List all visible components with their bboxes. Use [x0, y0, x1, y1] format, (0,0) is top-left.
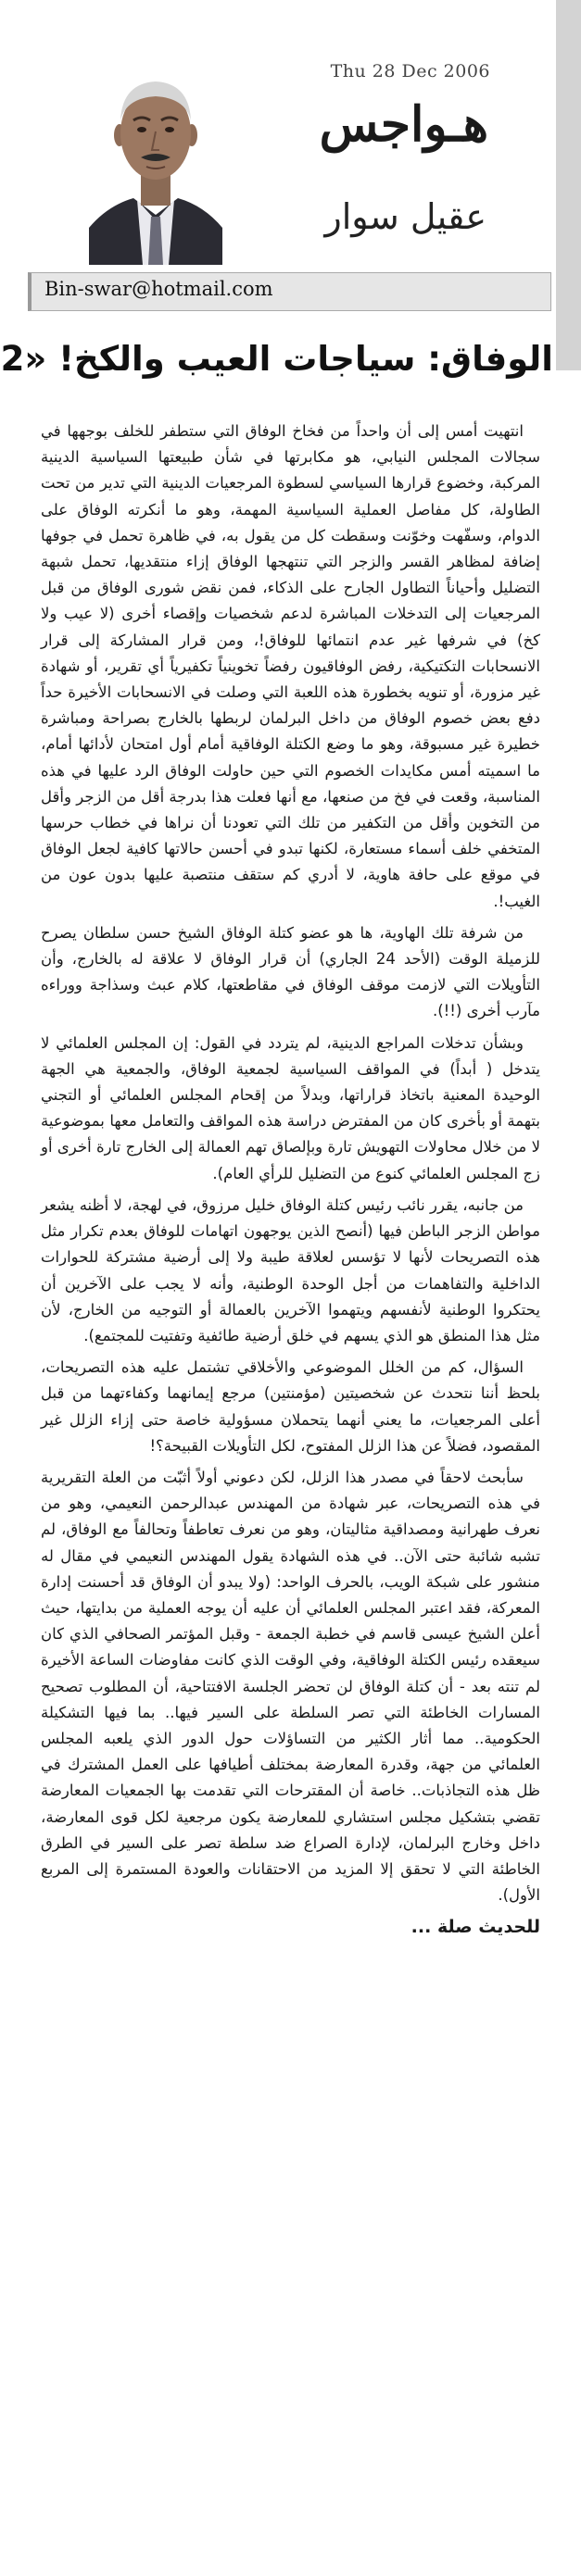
publish-date: Thu 28 Dec 2006 [330, 61, 490, 81]
paragraph: وبشأن تدخلات المراجع الدينية، لم يتردد في القول: إن المجلس العلمائي لا يتدخل ( أبداً) في المواقف السياسية لجمعية الوفاق، والجمعية هي الجهة الوحيدة المعنية باتخاذ قراراتها، وبدلاً من إقحام المجلس العلمائي أو التجني بتهمة أو بأخرى كان من المفترض دراسة هذه المواقف والتعامل معها بموضوعية لا من خلال محاولات التهويش تارة وبإلصاق تهم العمالة إلى الخارج تارة أخرى أو زج المجلس العلمائي كنوع من التضليل للرأي العام). [41, 1033, 540, 1182]
paragraph: السؤال، كم من الخلل الموضوعي والأخلاقي تشتمل عليه هذه التصريحات، بلحظ أننا نتحدث عن شخصيتين (مؤمنتين) مرجع إيمانهما وكفاءتهما من قبل أعلى المرجعيات، ما يعني أنهما يتحملان مسؤولية خاصة حتى إزاء الزلل غير المقصود، فضلاً عن هذا الزلل المفتوح، لكل التأويلات القبيحة؟! [41, 1358, 540, 1455]
column-title: هـواجس [319, 96, 488, 153]
closing-line: للحديث صلة ... [410, 1917, 540, 1938]
email-bar [28, 272, 551, 311]
paragraph: انتهيت أمس إلى أن واحداً من فخاخ الوفاق التي ستطفر للخلف بوجهها في سجالات المجلس النيابي، هو مكابرتها في شأن طبيعتها السياسية الدينية المركبة، وخضوع قرارها السياسي لسطوة المرجعيات الدينية التي تدير من تحت الطاولة، كل مفاصل العملية السياسية المهمة، وهو ما أنكرته الوفاق على الدوام، وسفّهت وخوّنت وسقطت كل من يقول به، في ظاهرة تحمل في جوفها إضافة لمظاهر القسر والزجر التي تنتهجها الوفاق إزاء منتقديها، تحمل شبهة التضليل وأحياناً التطاول الجارح على الذكاء، فمن نقض شورى الوفاق من قبل المرجعيات إلى التدخلات المباشرة لدعم شخصيات وإقصاء أخرى (لا عيب ولا كخ) في شرفها غير عدم انتمائها للوفاق!، ومن قرار المشاركة إلى قرار الانسحابات التكتيكية، رفض الوفاقيون رفضاً تخوينياً تكفيرياً أي تقرير، أو شهادة غير مزورة، أو تنويه بخطورة هذه اللعبة التي وصلت في الانسحابات الأخيرة حداً دفع بعض خصوم الوفاق من داخل البرلمان لربطها بالخارج بصراحة ومباشرة خطيرة غير مسبوقة، وهو ما وضع الكتلة الوفاقية أمام أول امتحان لأدائها أمام، ما اسميته أمس مكايدات الخصوم التي حين حاولت الوفاق الرد عليها في هذه المناسبة، وقعت في فخ من صنعها، مع أنها فعلت هذا بدرجة أقل من الزجر وأقل من التخوين وأقل من التكفير من تلك التي تعودنا أن نراها في خطاب حرسها المتخفي خلف أسماء مستعارة، لكنها تبدو في أحسن حالاتها كافية لجعل الوفاق في موقع على حافة هاوية، لا أدري كم ستقف منتصبة عليها بدون عون من الغيب!. [41, 422, 540, 910]
side-strip [556, 0, 581, 370]
author-photo [89, 46, 222, 265]
paragraph: من جانبه، يقرر نائب رئيس كتلة الوفاق خليل مرزوق، في لهجة، لا أظنه يشعر مواطن الزجر الباطن فيها (أنصح الذين يوجهون اتهامات للوفاق بعدم تكرار مثل هذه التصريحات لأنها لا تؤسس لعلاقة طيبة ولا إلى أرضية مشتركة للحوارات الداخلية والتفاهمات من أجل الوحدة الوطنية، وأنه لا يجب على الآخرين أن يحتكروا الوطنية لأنفسهم ويتهموا الآخرين بالعمالة أو التوجيه من الخارج، لأن مثل هذا المنطق هو الذي يسهم في خلق أرضية طائفية وتفتيت للمجتمع). [41, 1195, 540, 1344]
author-portrait-image [89, 46, 222, 265]
author-email[interactable]: Bin-swar@hotmail.com [44, 278, 273, 300]
paragraph: من شرفة تلك الهاوية، ها هو عضو كتلة الوفاق الشيخ حسن سلطان يصرح للزميلة الوقت (الأحد 24 الجاري) أن قرار الوفاق لا علاقة له بالخارج، وأن التأويلات التي لازمت موقف الوفاق في مقاطعتها، كلام عبث وسذاجة ووراءه مآرب أخرى (!!). [41, 923, 540, 1020]
author-name: عقيل سوار [324, 196, 486, 237]
article-body [41, 419, 540, 1941]
paragraph: سأبحث لاحقاً في مصدر هذا الزلل، لكن دعوني أولاً أثبّت من العلة التقريرية في هذه التصريحات، عبر شهادة من المهندس عبدالرحمن النعيمي، وهو من نعرف طهرانية ومصداقية مثاليتان، وهو من نعرف تعاطفاً وتحالفاً مع الوفاق، لم تشبه شائبة حتى الآن.. في هذه الشهادة يقول المهندس النعيمي في مقال له منشور على شبكة الويب، بالحرف الواحد: (ولا يبدو أن الوفاق قد أحسنت إدارة المعركة، فقد اعتبر المجلس العلمائي أن عليه أن يوجه العملية من بدايتها، حيث أعلن الشيخ عيسى قاسم في خطبة الجمعة - وقبل المؤتمر الصحافي الذي كان سيعقده رئيس الكتلة الوفاقية، وفي الوقت الذي كانت مفاوضات الساعة الأخيرة لم تنته بعد - أن كتلة الوفاق لن تحضر الجلسة الافتتاحية، أن المطلوب تصحيح المسارات الخاطئة التي تصر السلطة على السير فيها.. بما فيها التشكيلة الحكومية.. مما أثار الكثير من التساؤلات حول الدور الذي يلعبه المجلس العلمائي من جهة، وقدرة المعارضة بمختلف أطيافها على العمل المشترك في ظل هذه التجاذبات.. خاصة أن المقترحات التي تقدمت بها الجمعيات المعارضة تقضي بتشكيل مجلس استشاري للمعارضة يكون مرجعية لكل قوى المعارضة، داخل وخارج البرلمان، لإدارة الصراع ضد سلطة تصر على السير في الطرق الخاطئة التي لا تحقق إلا المزيد من الاحتقانات والعودة المستمرة إلى المربع الأول). [41, 1468, 540, 1905]
article-headline: الوفاق: سياجات العيب والكخ! «2 [0, 339, 553, 379]
